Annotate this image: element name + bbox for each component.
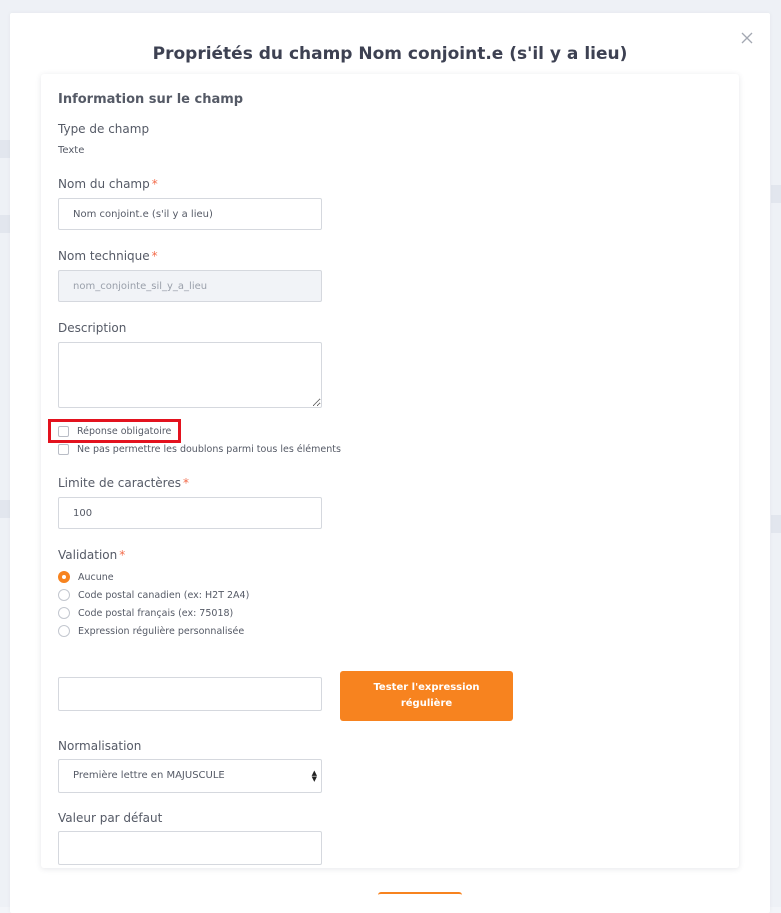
modal-title: Propriétés du champ Nom conjoint.e (s'il y a lieu) <box>152 44 628 64</box>
required-answer-checkbox-row[interactable] <box>58 426 171 437</box>
card-title: Information sur le champ <box>58 92 244 107</box>
normalisation-select[interactable] <box>58 759 322 793</box>
close-icon[interactable] <box>740 30 756 46</box>
select-arrows-icon: ▲ ▼ <box>311 769 317 783</box>
description-textarea[interactable] <box>58 342 322 408</box>
field-type-label: Type de champ <box>58 122 150 136</box>
no-duplicates-checkbox-row[interactable] <box>58 444 341 455</box>
required-marker: * <box>119 548 126 562</box>
char-limit-input[interactable] <box>58 497 322 529</box>
char-limit-label-text: Limite de caractères <box>58 476 181 490</box>
validation-option-label: Code postal canadien (ex: H2T 2A4) <box>78 589 250 601</box>
radio[interactable] <box>58 607 70 619</box>
validation-option-label: Aucune <box>78 571 114 583</box>
default-value-input[interactable] <box>58 831 322 865</box>
background-row <box>771 515 781 533</box>
regex-input[interactable] <box>58 677 322 711</box>
validation-option-canadian-postal[interactable] <box>58 589 249 601</box>
field-name-input[interactable] <box>58 198 322 230</box>
description-label: Description <box>58 321 127 335</box>
validation-option-french-postal[interactable] <box>58 607 233 619</box>
validation-label-text: Validation <box>58 548 118 562</box>
test-regex-button[interactable]: Tester l'expression régulière <box>340 671 513 721</box>
background-row <box>771 185 781 203</box>
no-duplicates-label: Ne pas permettre les doublons parmi tous les éléments <box>77 444 341 455</box>
validation-option-none[interactable] <box>58 571 114 583</box>
radio[interactable] <box>58 625 70 637</box>
validation-option-label: Code postal français (ex: 75018) <box>78 607 234 619</box>
validation-option-label: Expression régulière personnalisée <box>78 625 245 637</box>
radio[interactable] <box>58 589 70 601</box>
field-name-label-text: Nom du champ <box>58 177 150 191</box>
required-marker: * <box>151 177 158 191</box>
field-name-label <box>58 177 158 191</box>
required-marker: * <box>183 476 189 490</box>
field-type-value: Texte <box>58 145 85 156</box>
required-answer-label: Réponse obligatoire <box>77 426 172 437</box>
normalisation-selected-value: Première lettre en MAJUSCULE <box>73 770 225 781</box>
required-marker: * <box>151 249 158 263</box>
char-limit-label <box>58 476 189 490</box>
no-duplicates-checkbox[interactable] <box>58 444 69 455</box>
field-info-card <box>41 74 739 868</box>
technical-name-label <box>58 249 158 263</box>
technical-name-input <box>58 270 322 302</box>
default-value-label: Valeur par défaut <box>58 811 163 825</box>
validation-option-custom-regex[interactable] <box>58 625 244 637</box>
required-answer-checkbox[interactable] <box>58 426 69 437</box>
field-properties-modal <box>10 13 770 913</box>
save-button[interactable] <box>378 892 462 910</box>
normalisation-label: Normalisation <box>58 739 142 753</box>
technical-name-label-text: Nom technique <box>58 249 150 263</box>
radio-selected[interactable] <box>58 571 70 583</box>
validation-label <box>58 548 125 562</box>
